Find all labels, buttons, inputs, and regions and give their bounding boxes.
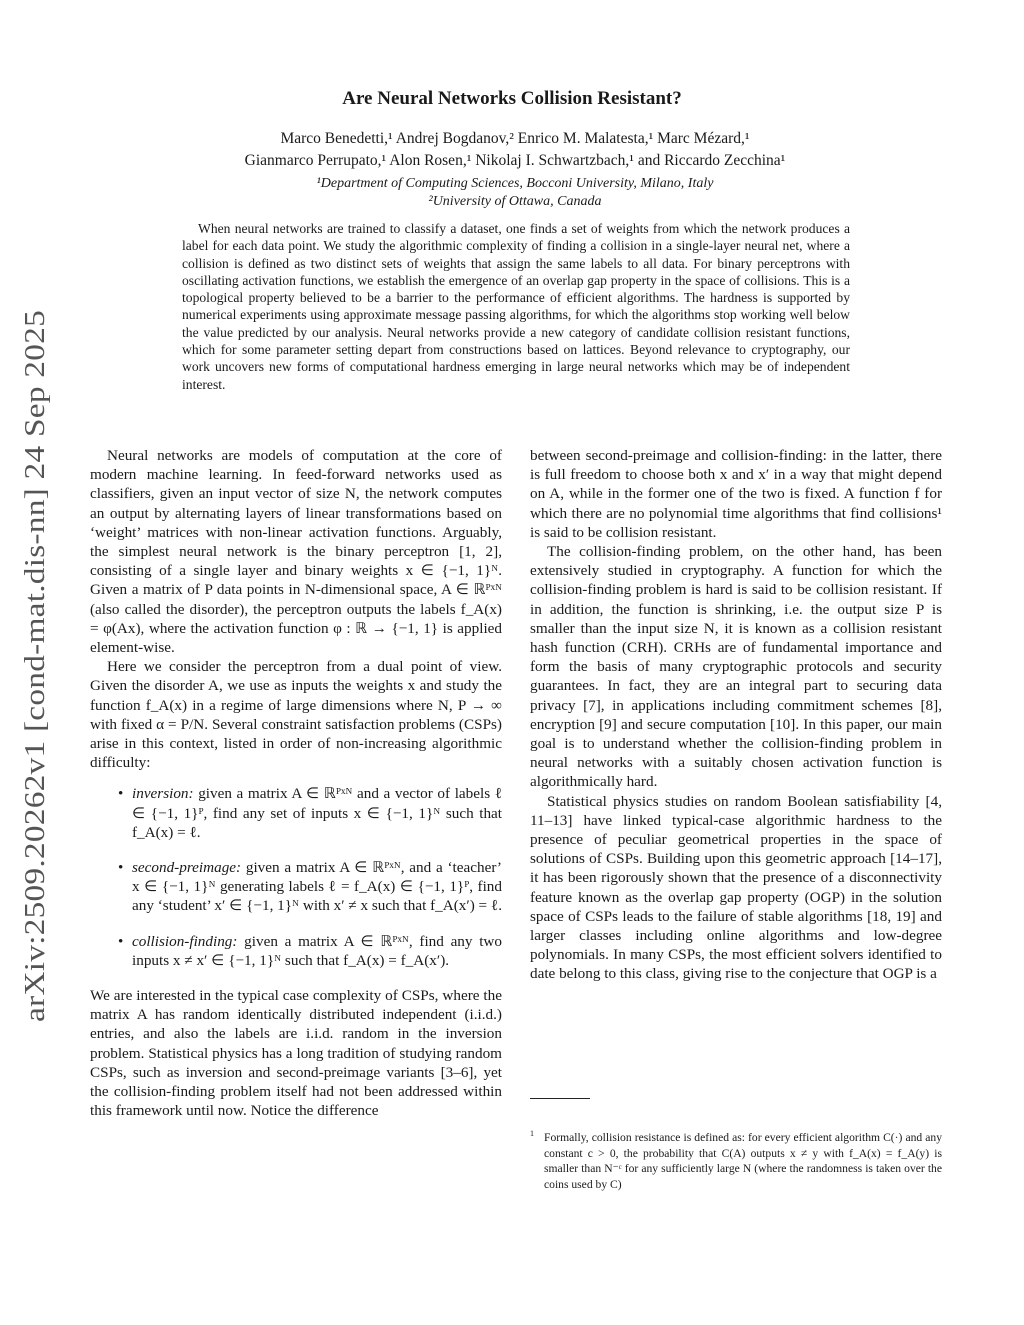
right-paragraph-3: Statistical physics studies on random Boolean satisfiability [4, 11–13] have linked typical-case algorithmic hardness to the presence of peculiar geometrical properties in the space of solutions of CSPs. Building upon this geometric approach [14–17], it has been rigorously shown that the presence of a disconnectivity feature known as the overlap gap property (OGP) in the solution space of CSPs leads to the failure of stable algorithms [18, 19] and larger classes including online algorithms and low-degree polynomials. In many CSPs, the most efficient solvers identified to date belong to this class, giving rise to the conjecture that OGP is a bbox=[530, 792, 942, 983]
affiliation-ottawa: ²University of Ottawa, Canada bbox=[428, 194, 602, 209]
right-column bbox=[530, 446, 942, 984]
problem-term: second-preimage: bbox=[132, 859, 242, 877]
footnote-text: Formally, collision resistance is defined as: for every efficient algorithm C(·) and any constant c > 0, the probability that C(A) outputs x ≠ y with f_A(x) = f_A(y) is smaller than N⁻ᶜ for any sufficiently large N (where the randomness is taken over the coins used by C) bbox=[544, 1131, 942, 1191]
problem-definition: given a matrix A ∈ ℝᴾˣᴺ, and a ‘teacher’ x ∈ {−1, 1}ᴺ generating labels ℓ = f_A(x) ∈ {−1, 1}ᴾ, find any ‘student’ x′ ∈ {−1, 1}ᴺ with x′ ≠ x such that f_A(x′) = ℓ. bbox=[132, 859, 502, 915]
author-list-line-1: Marco Benedetti,¹ Andrej Bogdanov,² Enrico M. Malatesta,¹ Marc Mézard,¹ bbox=[280, 130, 750, 147]
right-paragraph-1: between second-preimage and collision-finding: in the latter, there is full freedom to choose both x and x′ in a way that might depend on A, while in the former one of the two is fixed. A function f for which there are no polynomial time algorithms that find collisions¹ is said to be collision resistant. bbox=[530, 447, 942, 541]
problem-definition: given a matrix A ∈ ℝᴾˣᴺ and a vector of labels ℓ ∈ {−1, 1}ᴾ, find any set of inputs x ∈ {−1, 1}ᴺ such that f_A(x) = ℓ. bbox=[132, 785, 502, 841]
intro-paragraph-3: We are interested in the typical case complexity of CSPs, where the matrix A has random identically distributed independent (i.i.d.) entries, and also the labels are i.i.d. random in the inversion problem. Statistical physics has a long tradition of studying random CSPs, such as inversion and second-preimage variants [3–6], yet the collision-finding problem itself had not been addressed within this framework until now. Notice the difference bbox=[90, 987, 502, 1120]
author-list-line-2: Gianmarco Perrupato,¹ Alon Rosen,¹ Nikolaj I. Schwartzbach,¹ and Riccardo Zecchina¹ bbox=[244, 152, 786, 169]
footnote-rule bbox=[530, 1098, 590, 1099]
right-paragraph-2: The collision-finding problem, on the other hand, has been extensively studied in cryptography. A function for which the collision-finding problem is hard is said to be collision resistant. If in addition, the function is shrinking, i.e. the output size P is smaller than the input size N, it is known as a collision resistant hash function (CRH). CRHs are of fundamental importance and form the basis of many cryptographic protocols and security guarantees. In fact, they are an integral part to securing data privacy [7], in applications including commitment schemes [8], encryption [9] and secure computation [10]. In this paper, our main goal is to understand whether the collision-finding problem in neural networks with a suitably chosen activation function is algorithmically hard. bbox=[530, 543, 942, 791]
footnote bbox=[530, 1130, 942, 1192]
list-item bbox=[132, 784, 502, 842]
list-item bbox=[132, 858, 502, 916]
paper-title: Are Neural Networks Collision Resistant? bbox=[342, 88, 682, 109]
abstract: When neural networks are trained to classify a dataset, one finds a set of weights from which the network produces a label for each data point. We study the algorithmic complexity of finding a collision in a single-layer neural net, where a collision is defined as two distinct sets of weights that assign the same labels to all data. For binary perceptrons with oscillating activation functions, we establish the emergence of an overlap gap property in the space of collisions. This is a topological property believed to be a barrier to the performance of efficient algorithms. The hardness is supported by numerical experiments using approximate message passing algorithms, for which the algorithms stop working well below the value predicted by our analysis. Neural networks provide a new category of candidate collision resistant functions, which for some parameter setting depart from constructions based on lattices. Beyond relevance to cryptography, our work uncovers new forms of computational hardness emerging in large neural networks which may be of independent interest. bbox=[182, 221, 850, 392]
affiliation-bocconi: ¹Department of Computing Sciences, Bocconi University, Milano, Italy bbox=[316, 176, 714, 191]
footnote-mark: 1 bbox=[530, 1129, 534, 1138]
arxiv-sidebar-id bbox=[18, 306, 52, 1026]
left-column bbox=[90, 446, 502, 1121]
problem-term: collision-finding: bbox=[132, 932, 238, 950]
intro-paragraph-2: Here we consider the perceptron from a dual point of view. Given the disorder A, we use as inputs the weights x and study the function f_A(x) in a regime of large dimensions where N, P → ∞ with fixed α = P/N. Several constraint satisfaction problems (CSPs) arise in this context, listed in order of non-increasing algorithmic difficulty: bbox=[90, 658, 502, 772]
problem-definition: given a matrix A ∈ ℝᴾˣᴺ, find any two inputs x ≠ x′ ∈ {−1, 1}ᴺ such that f_A(x) = f_A(x′). bbox=[132, 932, 502, 969]
problem-term: inversion: bbox=[132, 785, 194, 803]
intro-paragraph-1: Neural networks are models of computation at the core of modern machine learning. In feed-forward networks used as classifiers, given an input vector of size N, the network computes an output by alternating layers of linear transformations based on ‘weight’ matrices with non-linear activation functions. Arguably, the simplest neural network is the binary perceptron [1, 2], consisting of a single layer and binary weights x ∈ {−1, 1}ᴺ. Given a matrix of P data points in N-dimensional space, A ∈ ℝᴾˣᴺ (also called the disorder), the perceptron outputs the labels f_A(x) = φ(Ax), where the activation function φ : ℝ → {−1, 1} is applied element-wise. bbox=[90, 447, 502, 657]
problem-list bbox=[90, 784, 502, 970]
list-item bbox=[132, 932, 502, 970]
arxiv-identifier: arXiv:2509.20262v1 [cond-mat.dis-nn] 24 Sep 2025 bbox=[19, 403, 51, 1022]
